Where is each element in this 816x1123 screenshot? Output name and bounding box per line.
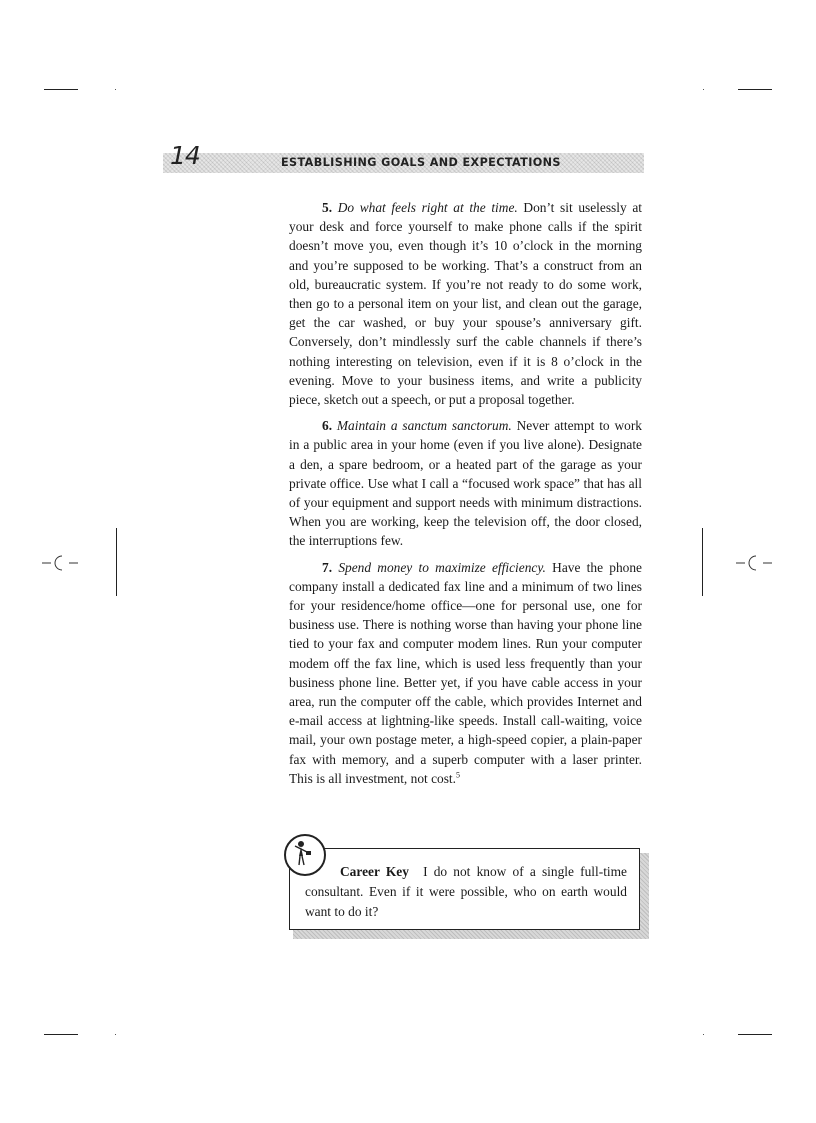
item-lead: Maintain a sanctum sanctorum. [336, 418, 512, 434]
paragraph-item-6 [289, 416, 642, 550]
career-key-body: I do not know of a single full-time consultant. Even if it were possible, who on earth would want to do it? [305, 864, 627, 919]
item-lead: Do what feels right at the time. [337, 200, 518, 215]
crop-dot [703, 89, 704, 90]
item-lead: Spend money to maximize efficiency. [338, 559, 546, 575]
item-text: Have the phone company install a dedicated fax line and a minimum of two lines for your residence/home office—one for personal use, one for business use. There is nothing worse than having your phone line tied to your fax and computer modem lines. Run your computer modem off the fax line, which is used less frequently than your business phone line. Better yet, if you have cable access in your area, run the computer off the cable, which provides Internet and e-mail access at lightning-like speeds. Install call-waiting, voice mail, your own postage meter, a high-speed copier, a plain-paper fax with memory, and a superb computer with a laser printer. This is all investment, not cost. [289, 559, 642, 786]
crop-mark [116, 528, 117, 596]
crop-mark [44, 89, 78, 90]
crop-dot [115, 89, 116, 90]
footnote-ref: 5 [456, 770, 460, 780]
body-text [289, 198, 642, 795]
paragraph-item-5 [289, 198, 642, 409]
running-head: ESTABLISHING GOALS AND EXPECTATIONS [281, 156, 561, 169]
item-number: 7. [322, 559, 333, 575]
career-key-text [305, 862, 627, 921]
registration-mark-icon [736, 553, 776, 573]
page-number: 14 [170, 141, 200, 170]
crop-mark [44, 1034, 78, 1035]
item-text: Never attempt to work in a public area in your home (even if you live alone). Designate a den, a spare bedroom, or a heated part of the garage as your private office. Use what I call a “focused work space” that has all of your equipment and support needs with minimum distractions. When you are working, keep the television off, the door closed, the interruptions few. [289, 418, 642, 549]
career-key-label: Career Key [340, 864, 409, 879]
item-text: Don’t sit uselessly at your desk and force yourself to make phone calls if the spirit doesn’t move you, even though it’s 10 o’clock in the morning and you’re supposed to be working. That’s a construct from an old, bureaucratic system. If you’re not ready to do some work, then go to a personal item on your list, and clean out the garage, get the car washed, or buy your spouse’s anniversary gift. Conversely, don’t mindlessly surf the cable channels if there’s nothing interesting on television, even if it is 8 o’clock in the evening. Move to your business items, and write a publicity piece, sketch out a speech, or put a proposal together. [289, 200, 642, 408]
crop-mark [702, 528, 703, 596]
item-number: 6. [322, 418, 333, 434]
item-number: 5. [322, 200, 333, 215]
crop-dot [115, 1034, 116, 1035]
paragraph-item-7 [289, 558, 642, 788]
crop-mark [738, 1034, 772, 1035]
registration-mark-icon [42, 553, 82, 573]
crop-mark [738, 89, 772, 90]
crop-dot [703, 1034, 704, 1035]
